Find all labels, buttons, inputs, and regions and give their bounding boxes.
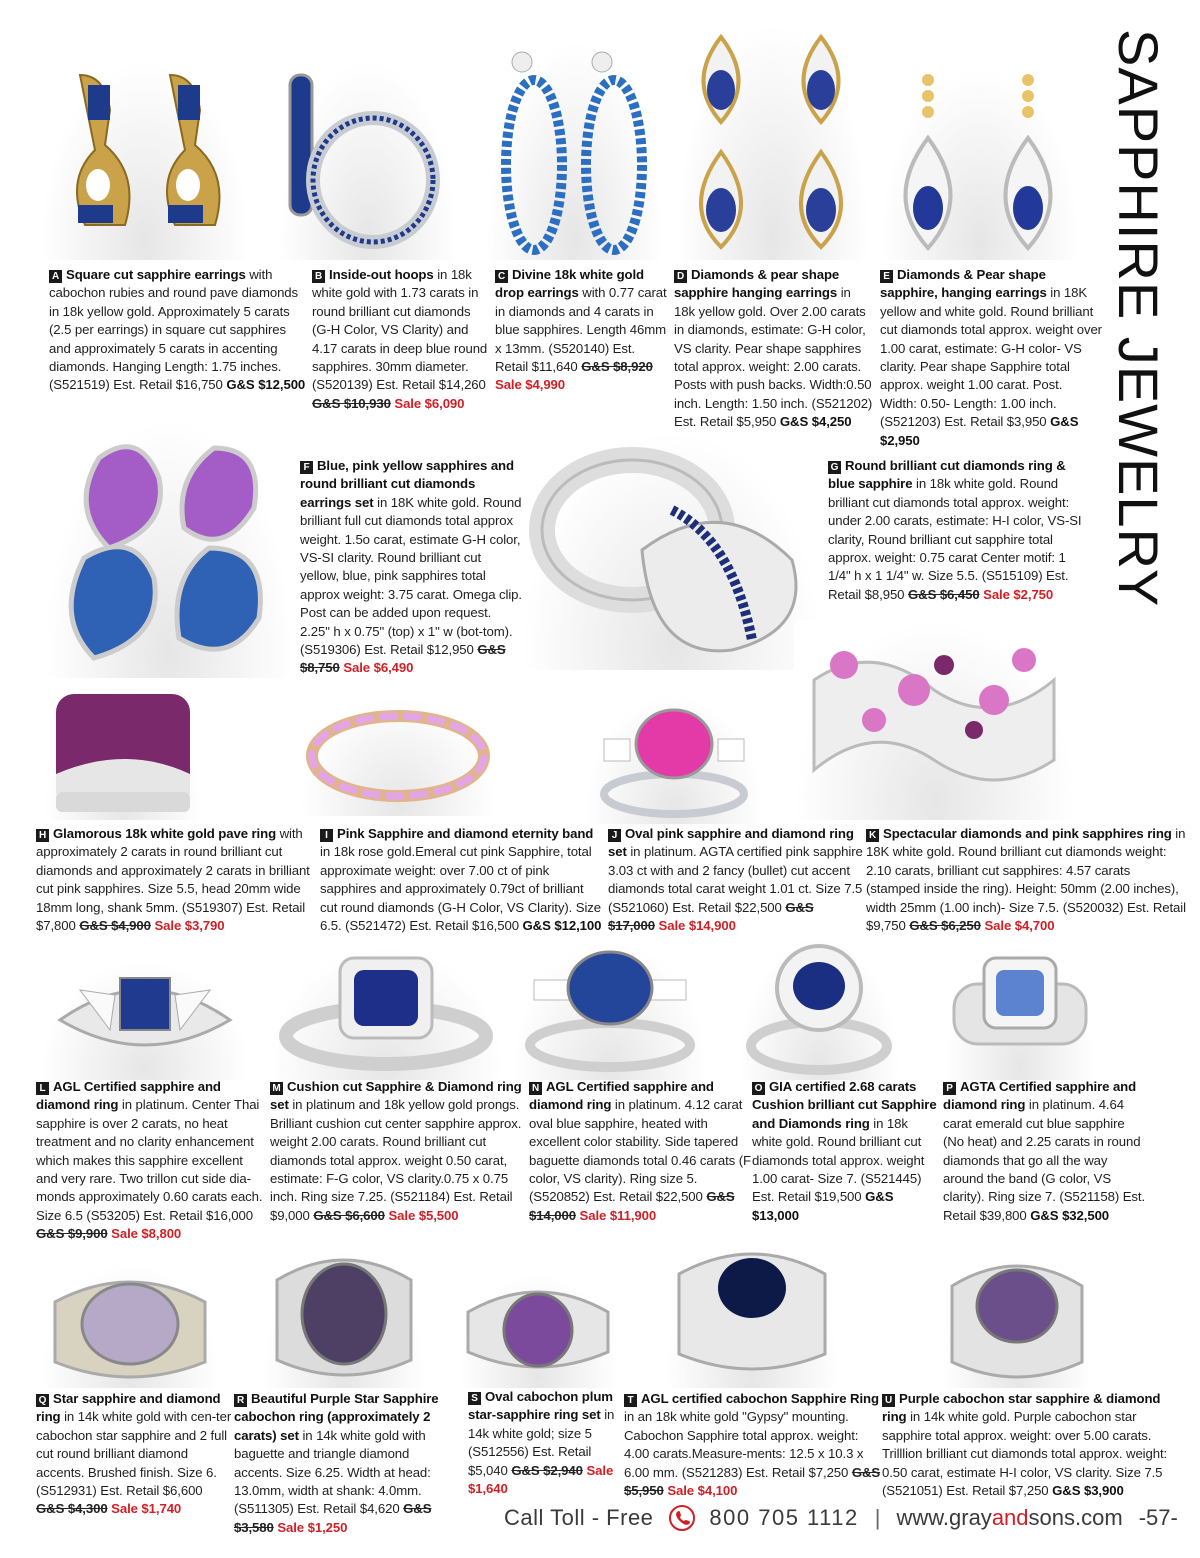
- item-letter: M: [270, 1082, 283, 1095]
- item-title: AGTA Certified sapphire and diamond ring: [943, 1079, 1137, 1113]
- sale-price: Sale $4,100: [663, 1483, 738, 1499]
- product-image-n: [512, 940, 708, 1080]
- gs-label: G&S: [522, 918, 551, 934]
- item-desc: in platinum and 18k yellow gold prongs. Brilliant cushion cut center sapphire approx. weight 2.00 carats. Round brilliant cut diamonds total approx. weight 0.50 carat, estimate: F-G color, VS clarity.0.75 x 0.75 inch. Ring size 7.25. (S521184) Est. Retail $9,000: [270, 1097, 522, 1223]
- item-letter: B: [312, 270, 325, 283]
- gs-label: G&S: [865, 1189, 894, 1205]
- item-desc: in 18K yellow and white gold. Round brilliant cut diamonds total approx. weight over 1.00 carat, estimate: G-H color- VS clarity. Pear shape Sapphire total approx. weight 1.00 carat. Post. Width: 0.50- Length: 1.00 inch. (S521203) Est. Retail $3,950: [880, 285, 1102, 430]
- item-letter: P: [943, 1082, 956, 1095]
- item-title: Spectacular diamonds and pink sapphires ring: [883, 826, 1172, 841]
- product-f: [300, 457, 522, 678]
- product-image-s: [458, 1272, 618, 1388]
- item-title: Diamonds & pear shape sapphire hanging earrings: [674, 267, 840, 301]
- item-letter: E: [880, 270, 893, 283]
- gs-label: G&S: [1052, 1483, 1081, 1499]
- gs-price: $2,950: [880, 432, 920, 448]
- item-title: Cushion cut Sapphire & Diamond ring set: [270, 1079, 522, 1113]
- item-letter: J: [608, 829, 621, 842]
- gs-strike-price: G&S $6,250: [909, 918, 981, 934]
- product-image-b: [278, 60, 458, 260]
- sale-price: Sale $5,500: [384, 1207, 459, 1223]
- item-desc: in 14k white gold with cen-ter cabochon star sapphire and 2 full cut round brilliant diamond accents. Brushed finish. Size 6. (S512931) Est. Retail $6,600: [36, 1409, 232, 1499]
- product-image-l: [40, 960, 250, 1080]
- item-desc: in 18k rose gold.Emeral cut pink Sapphire, total approximate weight: over 7.00 ct of pink sapphires and approximately 0.79ct of brilliant cut round diamonds (G-H Color, VS Clarity). Size 6.5. (S521472) Est. Retail $16,500: [320, 844, 602, 934]
- item-desc: in an 18k white gold "Gypsy" mounting. Cabochon Sapphire total approx. weight: 4.00 carats.Measure-ments: 12.5 x 10.3 x 6.00 mm. (S521283) Est. Retail $7,250: [624, 1409, 864, 1480]
- product-a: [49, 266, 307, 395]
- phone-icon: [669, 1505, 695, 1531]
- website-link[interactable]: [896, 1505, 1122, 1531]
- sale-price: Sale $14,900: [654, 918, 736, 934]
- gs-label: G&S: [1050, 414, 1079, 430]
- item-letter: R: [234, 1394, 247, 1407]
- gs-strike-price: G&S $2,940: [511, 1462, 583, 1478]
- item-desc: in platinum. Center Thai sapphire is over 2 carats, no heat treatment and no clarity enhancement which makes this sapphire excellent and very rare. Two trillon cut side dia-monds approximately 0.60 carats each. Size 6.5 (S53205) Est. Retail $16,000: [36, 1097, 263, 1223]
- product-image-a: [40, 60, 250, 260]
- item-letter: K: [866, 829, 879, 842]
- item-letter: F: [300, 461, 313, 474]
- product-image-i: [300, 696, 496, 816]
- sale-price: Sale $4,990: [495, 377, 566, 393]
- product-d: [674, 266, 874, 432]
- item-desc: in platinum. 4.64 carat emerald cut blue sapphire (No heat) and 2.25 carats in round diamonds that go all the way around the band (G color, VS clarity). Ring size 7. (S521158) Est. Retail $39,800: [943, 1097, 1146, 1223]
- sale-price: Sale $1,640: [468, 1462, 614, 1497]
- item-title: Blue, pink yellow sapphires and round brilliant cut diamonds earrings set: [300, 458, 514, 510]
- product-b: [312, 266, 490, 413]
- product-r: [234, 1390, 452, 1537]
- item-title: AGL Certified sapphire and diamond ring: [529, 1079, 714, 1113]
- item-title: Purple cabochon star sapphire & diamond ring: [882, 1391, 1161, 1425]
- gs-strike-price: G&S $5,950: [624, 1464, 881, 1499]
- sale-price: Sale $6,090: [390, 395, 465, 411]
- gs-label: G&S: [779, 414, 809, 430]
- sale-price: Sale $2,750: [979, 586, 1054, 602]
- item-desc: in 14k white gold. Purple cabochon star sapphire total approx. weight: over 5.00 carats. Trilllion brilliant cut diamonds total approx. weight: 0.50 carat, estimate H-I color, VS clarity. Size 7.5 (S521051) Est. Retail $7,250: [882, 1409, 1168, 1499]
- item-letter: O: [752, 1082, 765, 1095]
- gs-price: $12,100: [550, 918, 602, 934]
- product-image-o: [738, 936, 900, 1080]
- item-title: Oval cabochon plum star-sapphire ring set: [468, 1389, 613, 1423]
- item-desc: in 18k white gold. Round brilliant cut diamonds total approx. weight: under 2.00 carats, estimate: H-I color, VS-SI clarity, Round brilliant cut sapphire total approx. weight: 0.75 carat Center motif: 1 1/4" h x 1 1/4" w. Size 5.5. (S515109) Est. Retail $8,950: [828, 476, 1082, 602]
- section-title: [1104, 28, 1172, 608]
- phone-number[interactable]: 800 705 1112: [709, 1505, 859, 1530]
- section-title-text: SAPPHIRE JEWELRY: [1107, 28, 1170, 608]
- product-j: [608, 825, 864, 935]
- gs-strike-price: G&S $8,920: [581, 359, 653, 375]
- gs-price: $3,900: [1080, 1483, 1124, 1499]
- gs-price: $32,500: [1058, 1207, 1110, 1223]
- item-letter: A: [49, 270, 62, 283]
- sale-price: Sale $1,250: [273, 1519, 348, 1535]
- item-title: Pink Sapphire and diamond eternity band: [337, 826, 594, 841]
- item-title: Diamonds & Pear shape sapphire, hanging earrings: [880, 267, 1047, 301]
- gs-strike-price: G&S $9,900: [36, 1226, 108, 1242]
- item-desc: in 18K white gold. Round brilliant cut diamonds weight: 2.10 carats, brilliant cut sapphires: 4.57 carats (stamped inside the ring). Height: 50mm (2.00 inches), width 25mm (1.00 inch)- Size 7.5. (S520032) Est. Retail $9,750: [866, 826, 1186, 934]
- sale-price: Sale $11,900: [575, 1207, 657, 1223]
- item-desc: in 18k white gold with 1.73 carats in round brilliant cut diamonds (G-H Color, VS Clarity) and 4.17 carats in deep blue round sapphires. 30mm diameter. (S520139) Est. Retail $14,260: [312, 267, 488, 393]
- call-toll-free-label: Call Toll - Free: [504, 1505, 654, 1530]
- page-number: -57-: [1138, 1505, 1178, 1530]
- product-image-k: [794, 620, 1076, 820]
- sale-price: Sale $4,700: [980, 918, 1055, 934]
- item-letter: T: [624, 1394, 637, 1407]
- item-letter: U: [882, 1394, 895, 1407]
- item-letter: Q: [36, 1394, 49, 1407]
- product-image-g: [522, 430, 822, 670]
- website-prefix: www.gray: [896, 1505, 992, 1530]
- item-desc: in 18K white gold. Round brilliant full cut diamonds total approx weight. 1.5o carat, estimate G-H color, VS-SI clarity. Round brilliant cut yellow, blue, pink sapphires total approx weight: 3.75 carat. Omega clip. Post can be added upon request. 2.25" h x 0.75" (top) x 1" w (bot-tom). (S519306) Est. Retail $12,950: [300, 494, 522, 658]
- gs-strike-price: G&S $10,930: [312, 395, 391, 411]
- page-footer: [504, 1500, 1178, 1536]
- gs-strike-price: G&S $17,000: [608, 899, 814, 934]
- product-k: [866, 825, 1186, 935]
- website-suffix: sons.com: [1028, 1505, 1123, 1530]
- product-e: [880, 266, 1102, 450]
- gs-strike-price: G&S $4,900: [79, 918, 151, 934]
- sale-price: Sale $1,740: [107, 1501, 182, 1517]
- gs-strike-price: G&S $8,750: [300, 642, 506, 676]
- product-t: [624, 1390, 882, 1500]
- item-letter: D: [674, 270, 687, 283]
- product-image-r: [262, 1250, 426, 1388]
- gs-strike-price: G&S $6,450: [907, 586, 980, 602]
- sale-price: Sale $8,800: [107, 1226, 182, 1242]
- gs-label: G&S: [1030, 1207, 1059, 1223]
- item-desc: in 14k white gold; size 5 (S512556) Est. Retail $5,040: [468, 1407, 615, 1478]
- product-h: [36, 825, 316, 935]
- product-image-t: [664, 1244, 840, 1388]
- product-image-c: [486, 40, 664, 260]
- item-desc: in 14k white gold with baguette and triangle diamond accents. Size 6.25. Width at head: 13.0mm, width at shank: 4.0mm. (S511305) Est. Retail $4,620: [234, 1427, 431, 1517]
- product-u: [882, 1390, 1174, 1500]
- product-image-f: [44, 418, 294, 678]
- item-letter: I: [320, 829, 333, 842]
- product-o: [752, 1078, 940, 1225]
- product-image-e: [880, 68, 1080, 260]
- website-mid: and: [991, 1505, 1029, 1530]
- gs-strike-price: G&S $6,600: [313, 1207, 385, 1223]
- item-letter: G: [828, 461, 841, 474]
- item-letter: C: [495, 270, 508, 283]
- product-s: [468, 1388, 618, 1498]
- product-l: [36, 1078, 268, 1244]
- item-title: GIA certified 2.68 carats Cushion brilliant cut Sapphire and Diamonds ring: [752, 1079, 937, 1131]
- sale-price: Sale $6,490: [339, 660, 414, 676]
- item-title: Inside-out hoops: [329, 267, 434, 282]
- item-letter: N: [529, 1082, 542, 1095]
- item-title: AGL certified cabochon Sapphire Ring: [641, 1391, 879, 1406]
- item-desc: in platinum. 4.12 carat oval blue sapphire, heated with excellent color stability. Side tapered baguette diamonds total 0.46 carats (F color, VS clarity). Ring size 5. (S520852) Est. Retail $22,500: [529, 1097, 751, 1205]
- gs-strike-price: G&S $3,580: [234, 1501, 432, 1535]
- gs-price: $4,250: [808, 414, 852, 430]
- gs-strike-price: G&S $14,000: [529, 1189, 735, 1223]
- product-c: [495, 266, 671, 395]
- item-title: Divine 18k white gold drop earrings: [495, 267, 645, 301]
- item-desc: in platinum. AGTA certified pink sapphire 3.03 ct with and 2 fancy (bullet) cut accent diamonds total carat weight 1.01 ct. Size 7.5 (S521060) Est. Retail $22,500: [608, 844, 863, 915]
- product-n: [529, 1078, 751, 1225]
- product-m: [270, 1078, 526, 1225]
- item-title: Beautiful Purple Star Sapphire cabochon ring (approximately 2 carats) set: [234, 1391, 439, 1443]
- product-g: [828, 457, 1086, 604]
- gs-strike-price: G&S $4,300: [36, 1501, 108, 1517]
- product-q: [36, 1390, 232, 1519]
- item-letter: H: [36, 829, 49, 842]
- product-image-h: [44, 684, 202, 820]
- item-desc: with 0.77 carat in diamonds and 4 carats in blue sapphires. Length 46mm x 13mm. (S520140) Est. Retail $11,640: [495, 285, 667, 375]
- gs-label: G&S: [226, 377, 255, 393]
- item-letter: S: [468, 1392, 481, 1405]
- item-letter: L: [36, 1082, 49, 1095]
- item-title: Square cut sapphire earrings: [66, 267, 246, 282]
- product-image-m: [268, 946, 504, 1080]
- item-title: Oval pink sapphire and diamond ring set: [608, 826, 854, 860]
- item-desc: with approximately 2 carats in round brilliant cut diamonds and approximately 2 carats in brilliant cut pink sapphires. Size 5.5, head 20mm wide 18mm long, shank 5mm. (S519307) Est. Retail $7,800: [36, 826, 310, 934]
- product-image-d: [676, 22, 870, 260]
- product-p: [943, 1078, 1145, 1225]
- product-image-u: [942, 1256, 1092, 1388]
- item-desc: with cabochon rubies and round pave diamonds in 18k yellow gold. Approximately 5 carats (2.5 per earrings) in square cut sapphires and approximately 5 carats in accenting diamonds. Hanging Length: 1.75 inches. (S521519) Est. Retail $16,750: [49, 267, 299, 393]
- product-image-q: [40, 1262, 220, 1388]
- item-desc: in 18k white gold. Round brilliant cut diamonds total approx. weight 1.00 carat- Size 7. (S521445) Est. Retail $19,500: [752, 1115, 925, 1205]
- gs-price: $13,000: [752, 1207, 799, 1223]
- product-i: [320, 825, 604, 935]
- item-title: Glamorous 18k white gold pave ring: [53, 826, 277, 841]
- gs-price: $12,500: [254, 377, 306, 393]
- product-image-j: [584, 694, 764, 824]
- footer-separator: |: [874, 1505, 881, 1530]
- item-title: Round brilliant cut diamonds ring & blue sapphire: [828, 458, 1066, 492]
- item-title: AGL Certified sapphire and diamond ring: [36, 1079, 221, 1113]
- product-image-p: [944, 944, 1096, 1080]
- item-desc: in 18k yellow gold. Over 2.00 carats in diamonds, estimate: G-H color, VS clarity. Pear shape sapphires total approx. weight: 2.00 carats. Posts with push backs. Width:0.50 inch. Length: 1.50 inch. (S521202) Est. Retail $5,950: [674, 285, 873, 430]
- item-title: Star sapphire and diamond ring: [36, 1391, 221, 1425]
- sale-price: Sale $3,790: [150, 918, 225, 934]
